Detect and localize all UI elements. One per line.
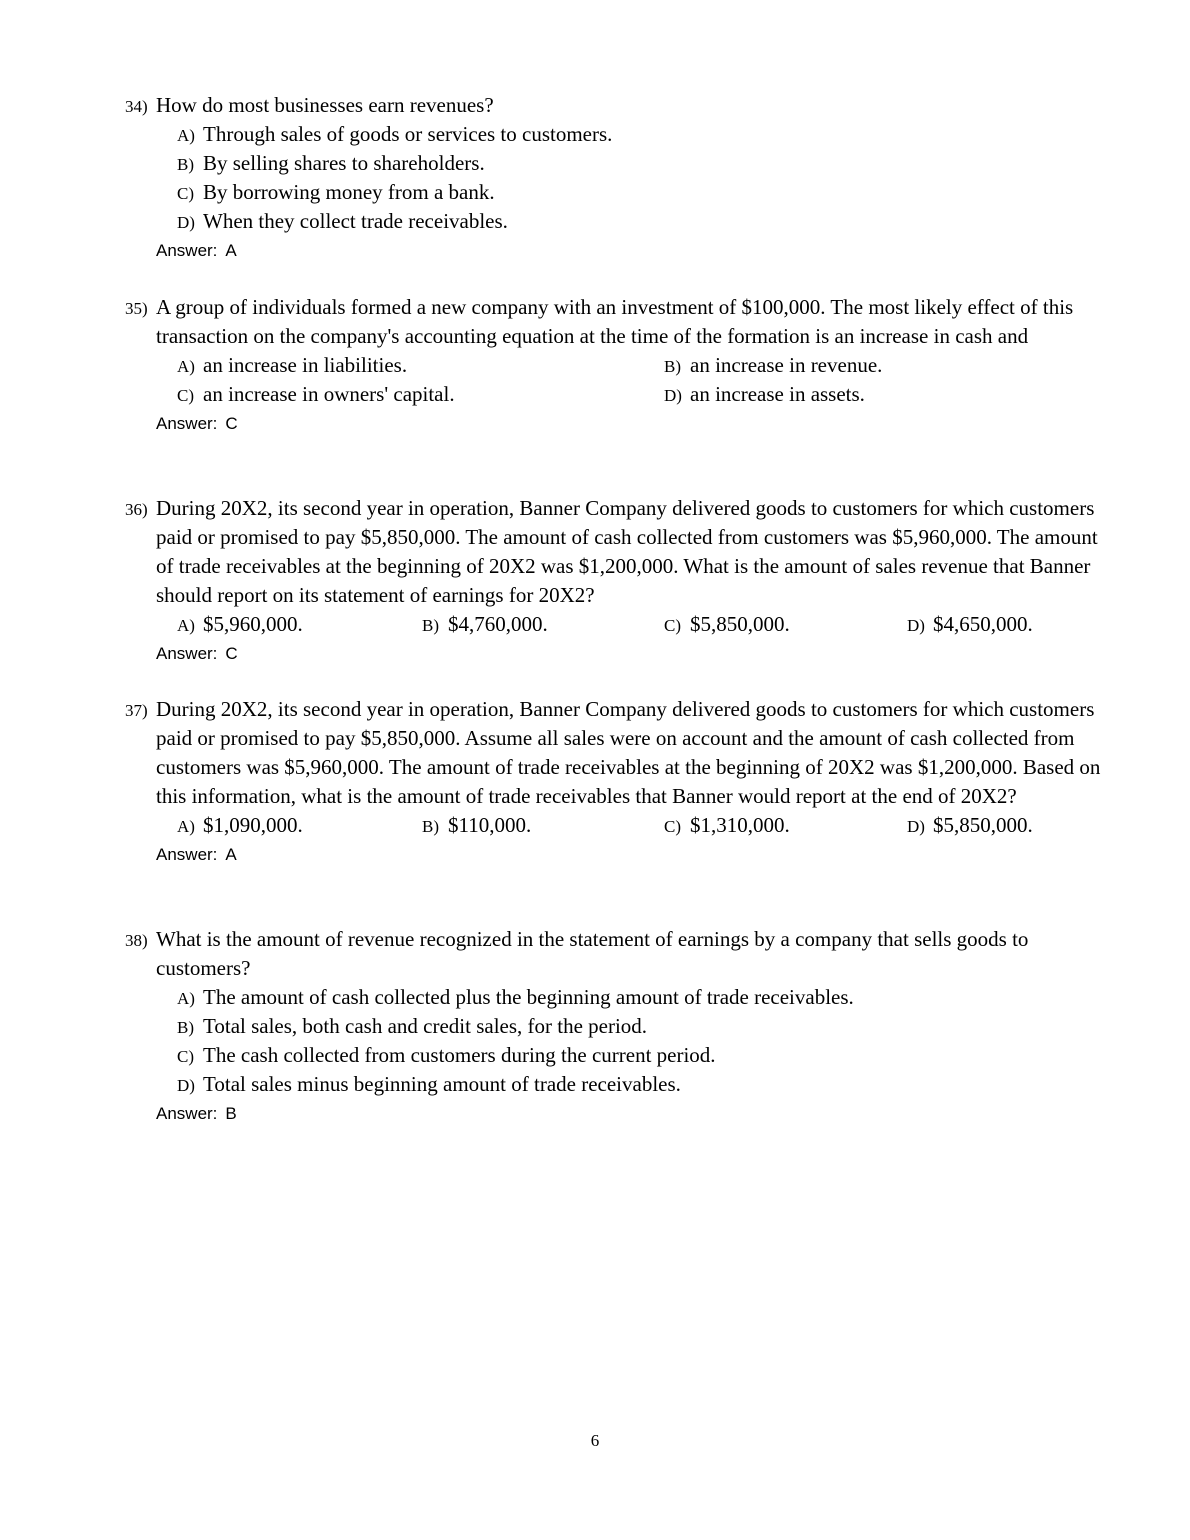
- option-a: A) The amount of cash collected plus the beginning amount of trade receivables.: [177, 985, 854, 1009]
- option-d: D) Total sales minus beginning amount of trade receivables.: [177, 1072, 681, 1096]
- option-d: D) When they collect trade receivables.: [177, 209, 508, 233]
- answer-label: Answer:: [156, 241, 218, 260]
- option-b: B) $4,760,000.: [422, 612, 548, 636]
- answer-value: C: [225, 644, 238, 663]
- answer-line: [125, 413, 1105, 435]
- question-stem: [125, 293, 1105, 351]
- option-d: D) $4,650,000.: [907, 612, 1033, 636]
- question-text: During 20X2, its second year in operation, Banner Company delivered goods to customers for which customers paid or promised to pay $5,850,000. Assume all sales were on account and the amount of cash collected from customers was $5,960,000. The amount of trade receivables at the beginning of 20X2 was $1,200,000. Based on this information, what is the amount of trade receivables that Banner would report at the end of 20X2?: [156, 697, 1101, 808]
- option-c: C) By borrowing money from a bank.: [177, 180, 495, 204]
- question-number: 36): [125, 500, 148, 519]
- answer-value: C: [225, 414, 238, 433]
- question-36: [125, 494, 1105, 665]
- answer-value: A: [225, 241, 237, 260]
- answer-label: Answer:: [156, 414, 218, 433]
- question-number: 37): [125, 701, 148, 720]
- question-stem: [125, 695, 1105, 811]
- answer-value: B: [225, 1104, 237, 1123]
- answer-value: A: [225, 845, 237, 864]
- option-b: B) By selling shares to shareholders.: [177, 151, 485, 175]
- question-38: [125, 925, 1105, 1125]
- options-list: [125, 983, 1105, 1099]
- question-text: During 20X2, its second year in operation, Banner Company delivered goods to customers for which customers paid or promised to pay $5,850,000. The amount of cash collected from customers was $5,960,000. The amount of trade receivables at the beginning of 20X2 was $1,200,000. What is the amount of sales revenue that Banner should report on its statement of earnings for 20X2?: [156, 496, 1098, 607]
- option-d: D) an increase in assets.: [664, 382, 865, 406]
- question-35: [125, 293, 1105, 435]
- question-text: A group of individuals formed a new company with an investment of $100,000. The most likely effect of this transaction on the company's accounting equation at the time of the formation is an increase in cash and: [156, 295, 1074, 348]
- option-c: C) $1,310,000.: [664, 813, 790, 837]
- question-text: What is the amount of revenue recognized in the statement of earnings by a company that sells goods to customers?: [156, 927, 1029, 980]
- answer-label: Answer:: [156, 644, 218, 663]
- answer-label: Answer:: [156, 845, 218, 864]
- options-list: [125, 811, 1105, 840]
- question-34: [125, 91, 1105, 262]
- option-c: C) an increase in owners' capital.: [177, 382, 455, 406]
- option-c: C) The cash collected from customers during the current period.: [177, 1043, 716, 1067]
- question-number: 35): [125, 299, 148, 318]
- question-number: 38): [125, 931, 148, 950]
- answer-line: [125, 844, 1105, 866]
- answer-line: [125, 1103, 1105, 1125]
- page-number: 6: [590, 1431, 600, 1450]
- question-stem: [125, 494, 1105, 610]
- answer-line: [125, 643, 1105, 665]
- answer-label: Answer:: [156, 1104, 218, 1123]
- question-number: 34): [125, 97, 148, 116]
- question-stem: [125, 91, 1105, 120]
- question-stem: [125, 925, 1105, 983]
- question-text: How do most businesses earn revenues?: [156, 93, 494, 117]
- options-list: [125, 120, 1105, 236]
- option-c: C) $5,850,000.: [664, 612, 790, 636]
- option-b: B) Total sales, both cash and credit sales, for the period.: [177, 1014, 648, 1038]
- option-a: A) $1,090,000.: [177, 813, 303, 837]
- options-list: [125, 610, 1105, 639]
- option-a: A) an increase in liabilities.: [177, 353, 408, 377]
- option-a: A) $5,960,000.: [177, 612, 303, 636]
- option-b: B) an increase in revenue.: [664, 353, 883, 377]
- option-d: D) $5,850,000.: [907, 813, 1033, 837]
- option-b: B) $110,000.: [422, 813, 532, 837]
- question-37: [125, 695, 1105, 866]
- options-list: [125, 351, 1105, 409]
- answer-line: [125, 240, 1105, 262]
- option-a: A) Through sales of goods or services to customers.: [177, 122, 613, 146]
